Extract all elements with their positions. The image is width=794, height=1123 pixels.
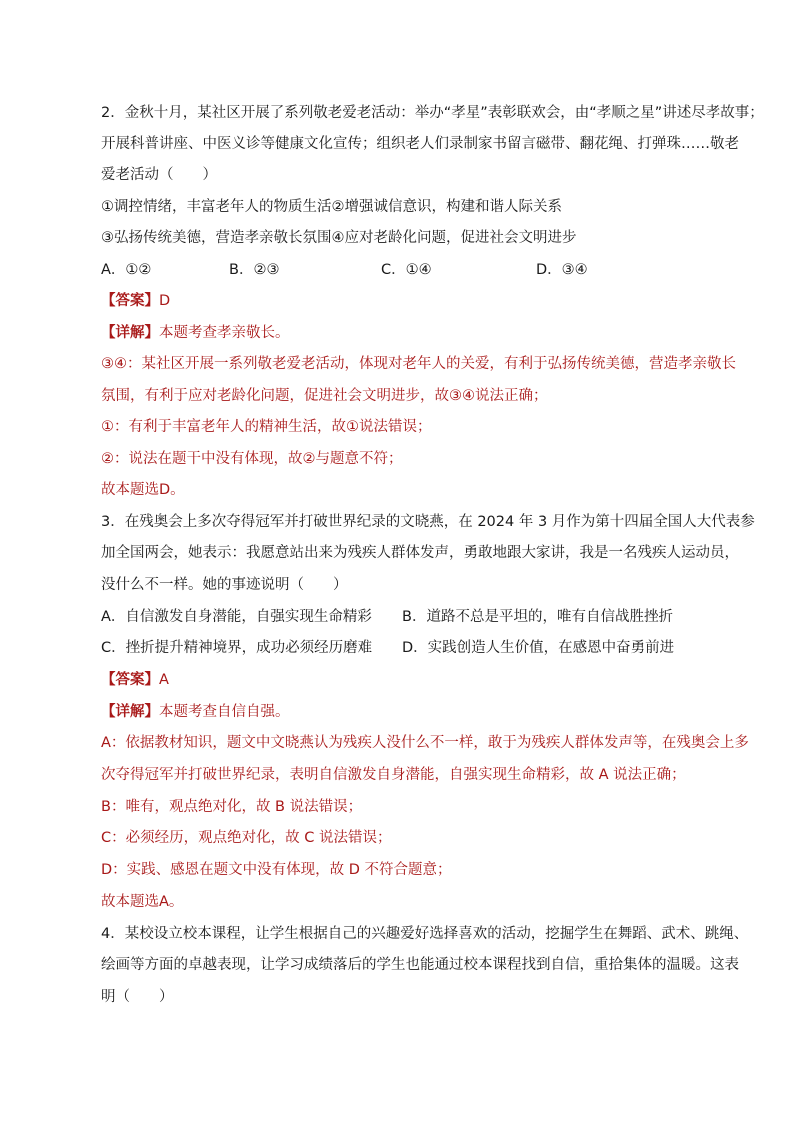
q3-option-b: B．道路不总是平坦的，唯有自信战胜挫折 bbox=[402, 609, 673, 625]
q2-statement-1: ①调控情绪，丰富老年人的物质生活②增强诚信意识，构建和谐人际关系 bbox=[101, 199, 562, 215]
q2-conclusion: 故本题选D。 bbox=[101, 482, 185, 498]
q3-option-c: C．挫折提升精神境界，成功必须经历磨难 bbox=[101, 640, 373, 656]
q4-stem-line-2: 绘画等方面的卓越表现，让学习成绩落后的学生也能通过校本课程找到自信，重拾集体的温暖。这表 bbox=[101, 957, 739, 973]
q3-stem-line-2: 加全国两会，她表示：我愿意站出来为残疾人群体发声，勇敢地跟大家讲，我是一名残疾人运动员， bbox=[101, 545, 739, 561]
q2-detail bbox=[101, 323, 290, 343]
q2-stem-line-2: 开展科普讲座、中医义诊等健康文化宣传；组织老人们录制家书留言磁带、翻花绳、打弹珠……敬老 bbox=[101, 136, 739, 152]
q2-statement-2: ③弘扬传统美德，营造孝亲敬长氛围④应对老龄化问题，促进社会文明进步 bbox=[101, 230, 577, 246]
q3-analysis-line-3: B：唯有，观点绝对化，故 B 说法错误； bbox=[101, 799, 363, 815]
detail-intro: 本题考查孝亲敬长。 bbox=[159, 325, 290, 341]
q3-option-d: D．实践创造人生价值，在感恩中奋勇前进 bbox=[402, 640, 675, 656]
q2-option-b: B．②③ bbox=[229, 262, 280, 278]
q3-stem-line-3: 没什么不一样。她的事迹说明（ ） bbox=[101, 577, 348, 593]
answer-label: 【答案】 bbox=[101, 672, 159, 688]
q2-option-a: A．①② bbox=[101, 262, 152, 278]
q2-answer bbox=[101, 291, 170, 311]
detail-intro: 本题考查自信自强。 bbox=[159, 704, 290, 720]
detail-label: 【详解】 bbox=[101, 704, 159, 720]
answer-value: D bbox=[159, 293, 171, 309]
q3-analysis-line-2: 次夺得冠军并打破世界纪录，表明自信激发自身潜能，自强实现生命精彩，故 A 说法正确； bbox=[101, 767, 686, 783]
q3-analysis-line-4: C：必须经历，观点绝对化，故 C 说法错误； bbox=[101, 830, 392, 846]
q2-analysis-line-2: 氛围，有利于应对老龄化问题，促进社会文明进步，故③④说法正确； bbox=[101, 388, 548, 404]
q4-stem-line-3: 明（ ） bbox=[101, 989, 174, 1005]
q3-detail bbox=[101, 702, 290, 722]
answer-value: A bbox=[159, 672, 169, 688]
q3-option-a: A．自信激发自身潜能，自强实现生命精彩 bbox=[101, 609, 372, 625]
q2-analysis-line-3: ①：有利于丰富老年人的精神生活，故①说法错误； bbox=[101, 419, 432, 435]
q2-option-c: C．①④ bbox=[381, 262, 432, 278]
q4-stem-line-1: 4．某校设立校本课程，让学生根据自己的兴趣爱好选择喜欢的活动，挖掘学生在舞蹈、武术、跳绳、 bbox=[101, 926, 749, 942]
q3-stem-line-1: 3．在残奥会上多次夺得冠军并打破世界纪录的文晓燕，在 2024 年 3 月作为第十四届全国人大代表参 bbox=[101, 514, 755, 530]
q2-analysis-line-1: ③④：某社区开展一系列敬老爱老活动，体现对老年人的关爱，有利于弘扬传统美德，营造孝亲敬长 bbox=[101, 356, 736, 372]
q3-conclusion: 故本题选A。 bbox=[101, 894, 184, 910]
answer-label: 【答案】 bbox=[101, 293, 159, 309]
detail-label: 【详解】 bbox=[101, 325, 159, 341]
q2-stem-line-3: 爱老活动（ ） bbox=[101, 167, 217, 183]
q3-analysis-line-5: D：实践、感恩在题文中没有体现，故 D 不符合题意； bbox=[101, 862, 452, 878]
q2-stem-line-1: 2．金秋十月，某社区开展了系列敬老爱老活动：举办“孝星”表彰联欢会，由“孝顺之星”讲述尽孝故事； bbox=[101, 105, 764, 121]
q2-option-d: D．③④ bbox=[536, 262, 588, 278]
q2-analysis-line-4: ②：说法在题干中没有体现，故②与题意不符； bbox=[101, 451, 403, 467]
q3-answer bbox=[101, 670, 169, 690]
q3-analysis-line-1: A：依据教材知识，题文中文晓燕认为残疾人没什么不一样，敢于为残疾人群体发声等，在残奥会上多 bbox=[101, 735, 749, 751]
